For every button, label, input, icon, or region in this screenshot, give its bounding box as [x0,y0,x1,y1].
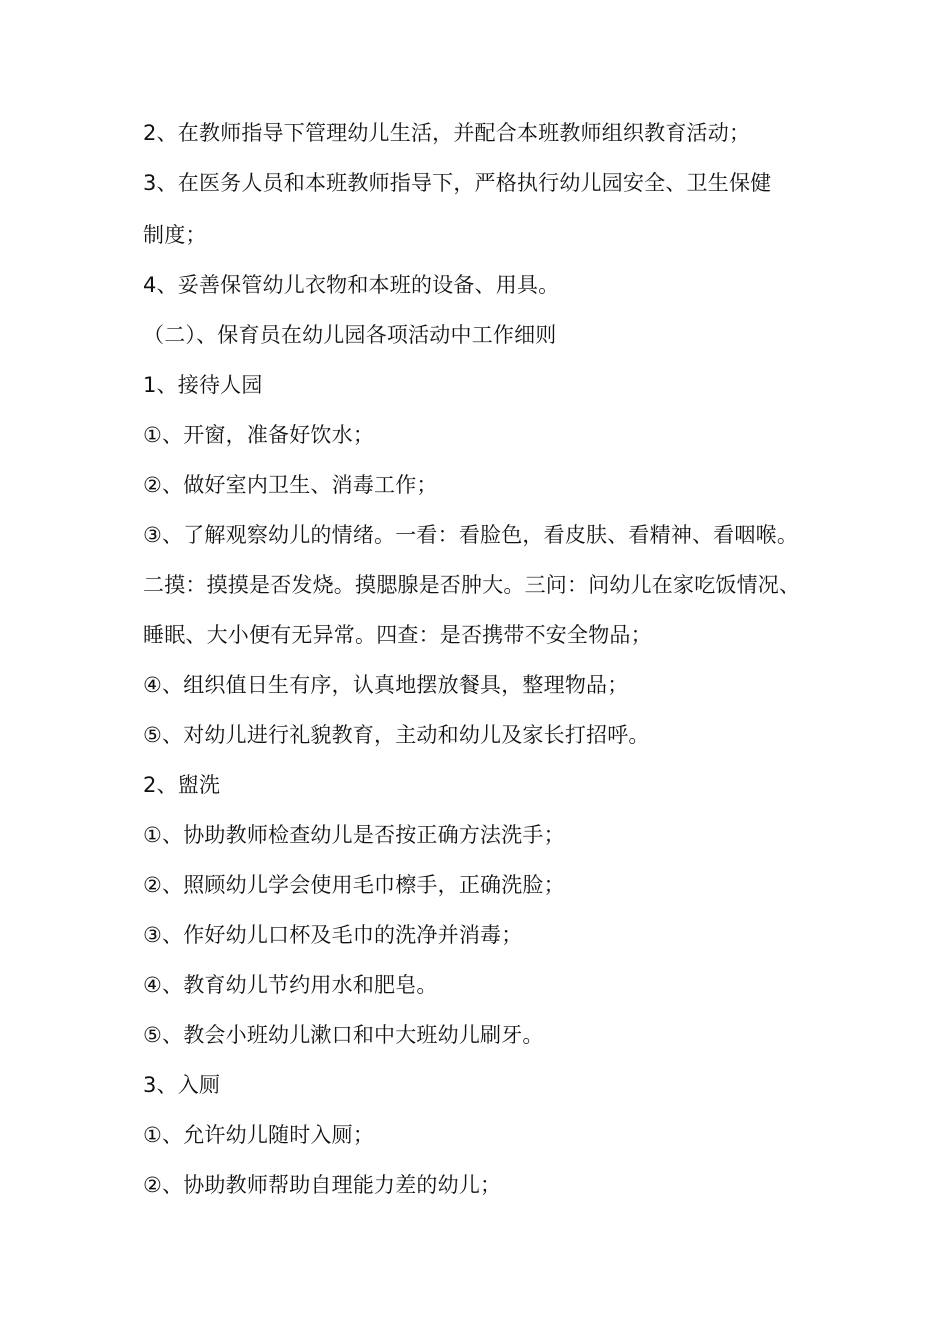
text-line: ④、教育幼儿节约用水和肥皂。 [143,973,438,997]
subsection-heading: 2、盥洗 [143,773,221,797]
text-line: ③、作好幼儿口杯及毛巾的洗净并消毒； [143,923,523,947]
text-line: ①、允许幼儿随时入厕； [143,1123,375,1147]
text-line: 二摸：摸摸是否发烧。摸腮腺是否肿大。三问：问幼儿在家吃饭情况、 [143,573,801,597]
text-line: ①、协助教师检查幼儿是否按正确方法洗手； [143,823,565,847]
text-line: 4、妥善保管幼儿衣物和本班的设备、用具。 [143,273,560,297]
subsection-heading: 1、接待人园 [143,373,263,397]
text-line: 制度； [143,223,207,247]
text-line: ⑤、对幼儿进行礼貌教育，主动和幼儿及家长打招呼。 [143,723,650,747]
text-line: ①、开窗，准备好饮水； [143,423,375,447]
text-line: ②、做好室内卫生、消毒工作； [143,473,438,497]
section-heading: （二）、保育员在幼儿园各项活动中工作细则 [143,323,557,347]
text-line: ⑤、教会小班幼儿漱口和中大班幼儿刷牙。 [143,1023,544,1047]
text-line: ④、组织值日生有序，认真地摆放餐具，整理物品； [143,673,629,697]
text-line: ③、了解观察幼儿的情绪。一看：看脸色，看皮肤、看精神、看咽喉。 [143,523,799,547]
text-line: 3、在医务人员和本班教师指导下，严格执行幼儿园安全、卫生保健 [143,171,772,195]
text-line: 睡眠、大小便有无异常。四查：是否携带不安全物品； [143,623,652,647]
document-body [143,112,823,1214]
text-line: ②、协助教师帮助自理能力差的幼儿； [143,1173,502,1197]
subsection-heading: 3、入厕 [143,1073,221,1097]
text-line: ②、照顾幼儿学会使用毛巾檫手，正确洗脸； [143,873,565,897]
text-line: 2、在教师指导下管理幼儿生活，并配合本班教师组织教育活动； [143,121,751,145]
